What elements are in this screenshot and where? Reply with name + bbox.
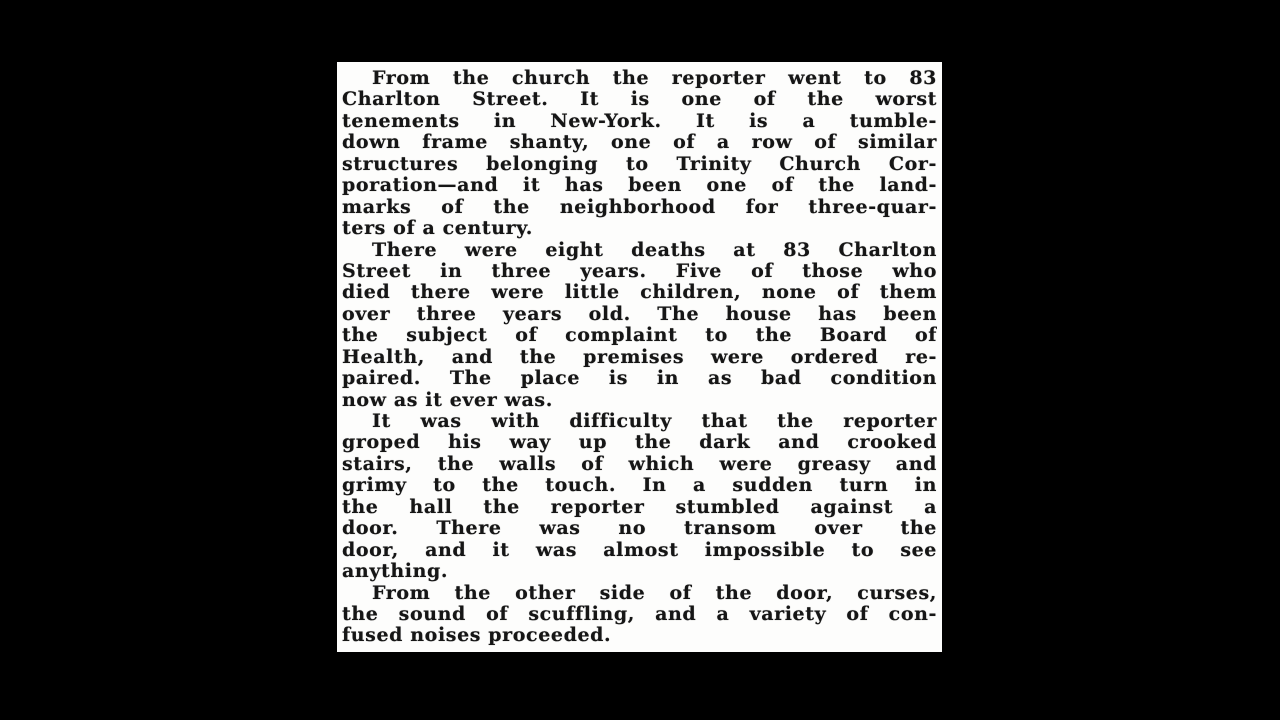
text-line: now as it ever was. — [342, 389, 553, 411]
text-line: From the church the reporter went to 83 — [372, 68, 937, 89]
text-line: Health, and the premises were ordered re- — [342, 346, 937, 368]
text-line: paired. The place is in as bad condition — [342, 368, 937, 390]
newspaper-clipping — [337, 62, 942, 652]
text-line: grimy to the touch. In a sudden turn in — [342, 475, 937, 497]
text-line: poration—and it has been one of the land- — [342, 175, 937, 197]
text-line: tenements in New-York. It is a tumble- — [342, 110, 937, 132]
text-line: door. There was no transom over the — [342, 518, 937, 540]
paragraph — [342, 240, 937, 412]
text-line: ters of a century. — [342, 218, 533, 240]
text-line: Charlton Street. It is one of the worst — [342, 89, 937, 111]
text-line: anything. — [342, 561, 449, 583]
text-line: down frame shanty, one of a row of similar — [342, 132, 937, 154]
text-line: the hall the reporter stumbled against a — [342, 496, 937, 518]
text-line: structures belonging to Trinity Church Cor- — [342, 153, 937, 175]
text-line: groped his way up the dark and crooked — [342, 432, 937, 454]
text-line: Street in three years. Five of those who — [342, 260, 937, 282]
article-text — [342, 68, 937, 647]
text-line: There were eight deaths at 83 Charlton — [372, 239, 937, 261]
text-line: died there were little children, none of them — [342, 282, 937, 304]
text-line: over three years old. The house has been — [342, 303, 937, 325]
text-line: the sound of scuffling, and a variety of con- — [342, 603, 937, 625]
text-line: door, and it was almost impossible to see — [342, 539, 937, 561]
text-line: fused noises proceeded. — [342, 625, 612, 647]
text-line: the subject of complaint to the Board of — [342, 325, 937, 347]
paragraph — [342, 68, 937, 240]
text-line: marks of the neighborhood for three-quar- — [342, 196, 937, 218]
text-line: It was with difficulty that the reporter — [372, 411, 937, 432]
text-line: stairs, the walls of which were greasy and — [342, 453, 937, 475]
paragraph — [342, 411, 937, 583]
text-line: From the other side of the door, curses, — [372, 582, 937, 604]
paragraph — [342, 583, 937, 647]
